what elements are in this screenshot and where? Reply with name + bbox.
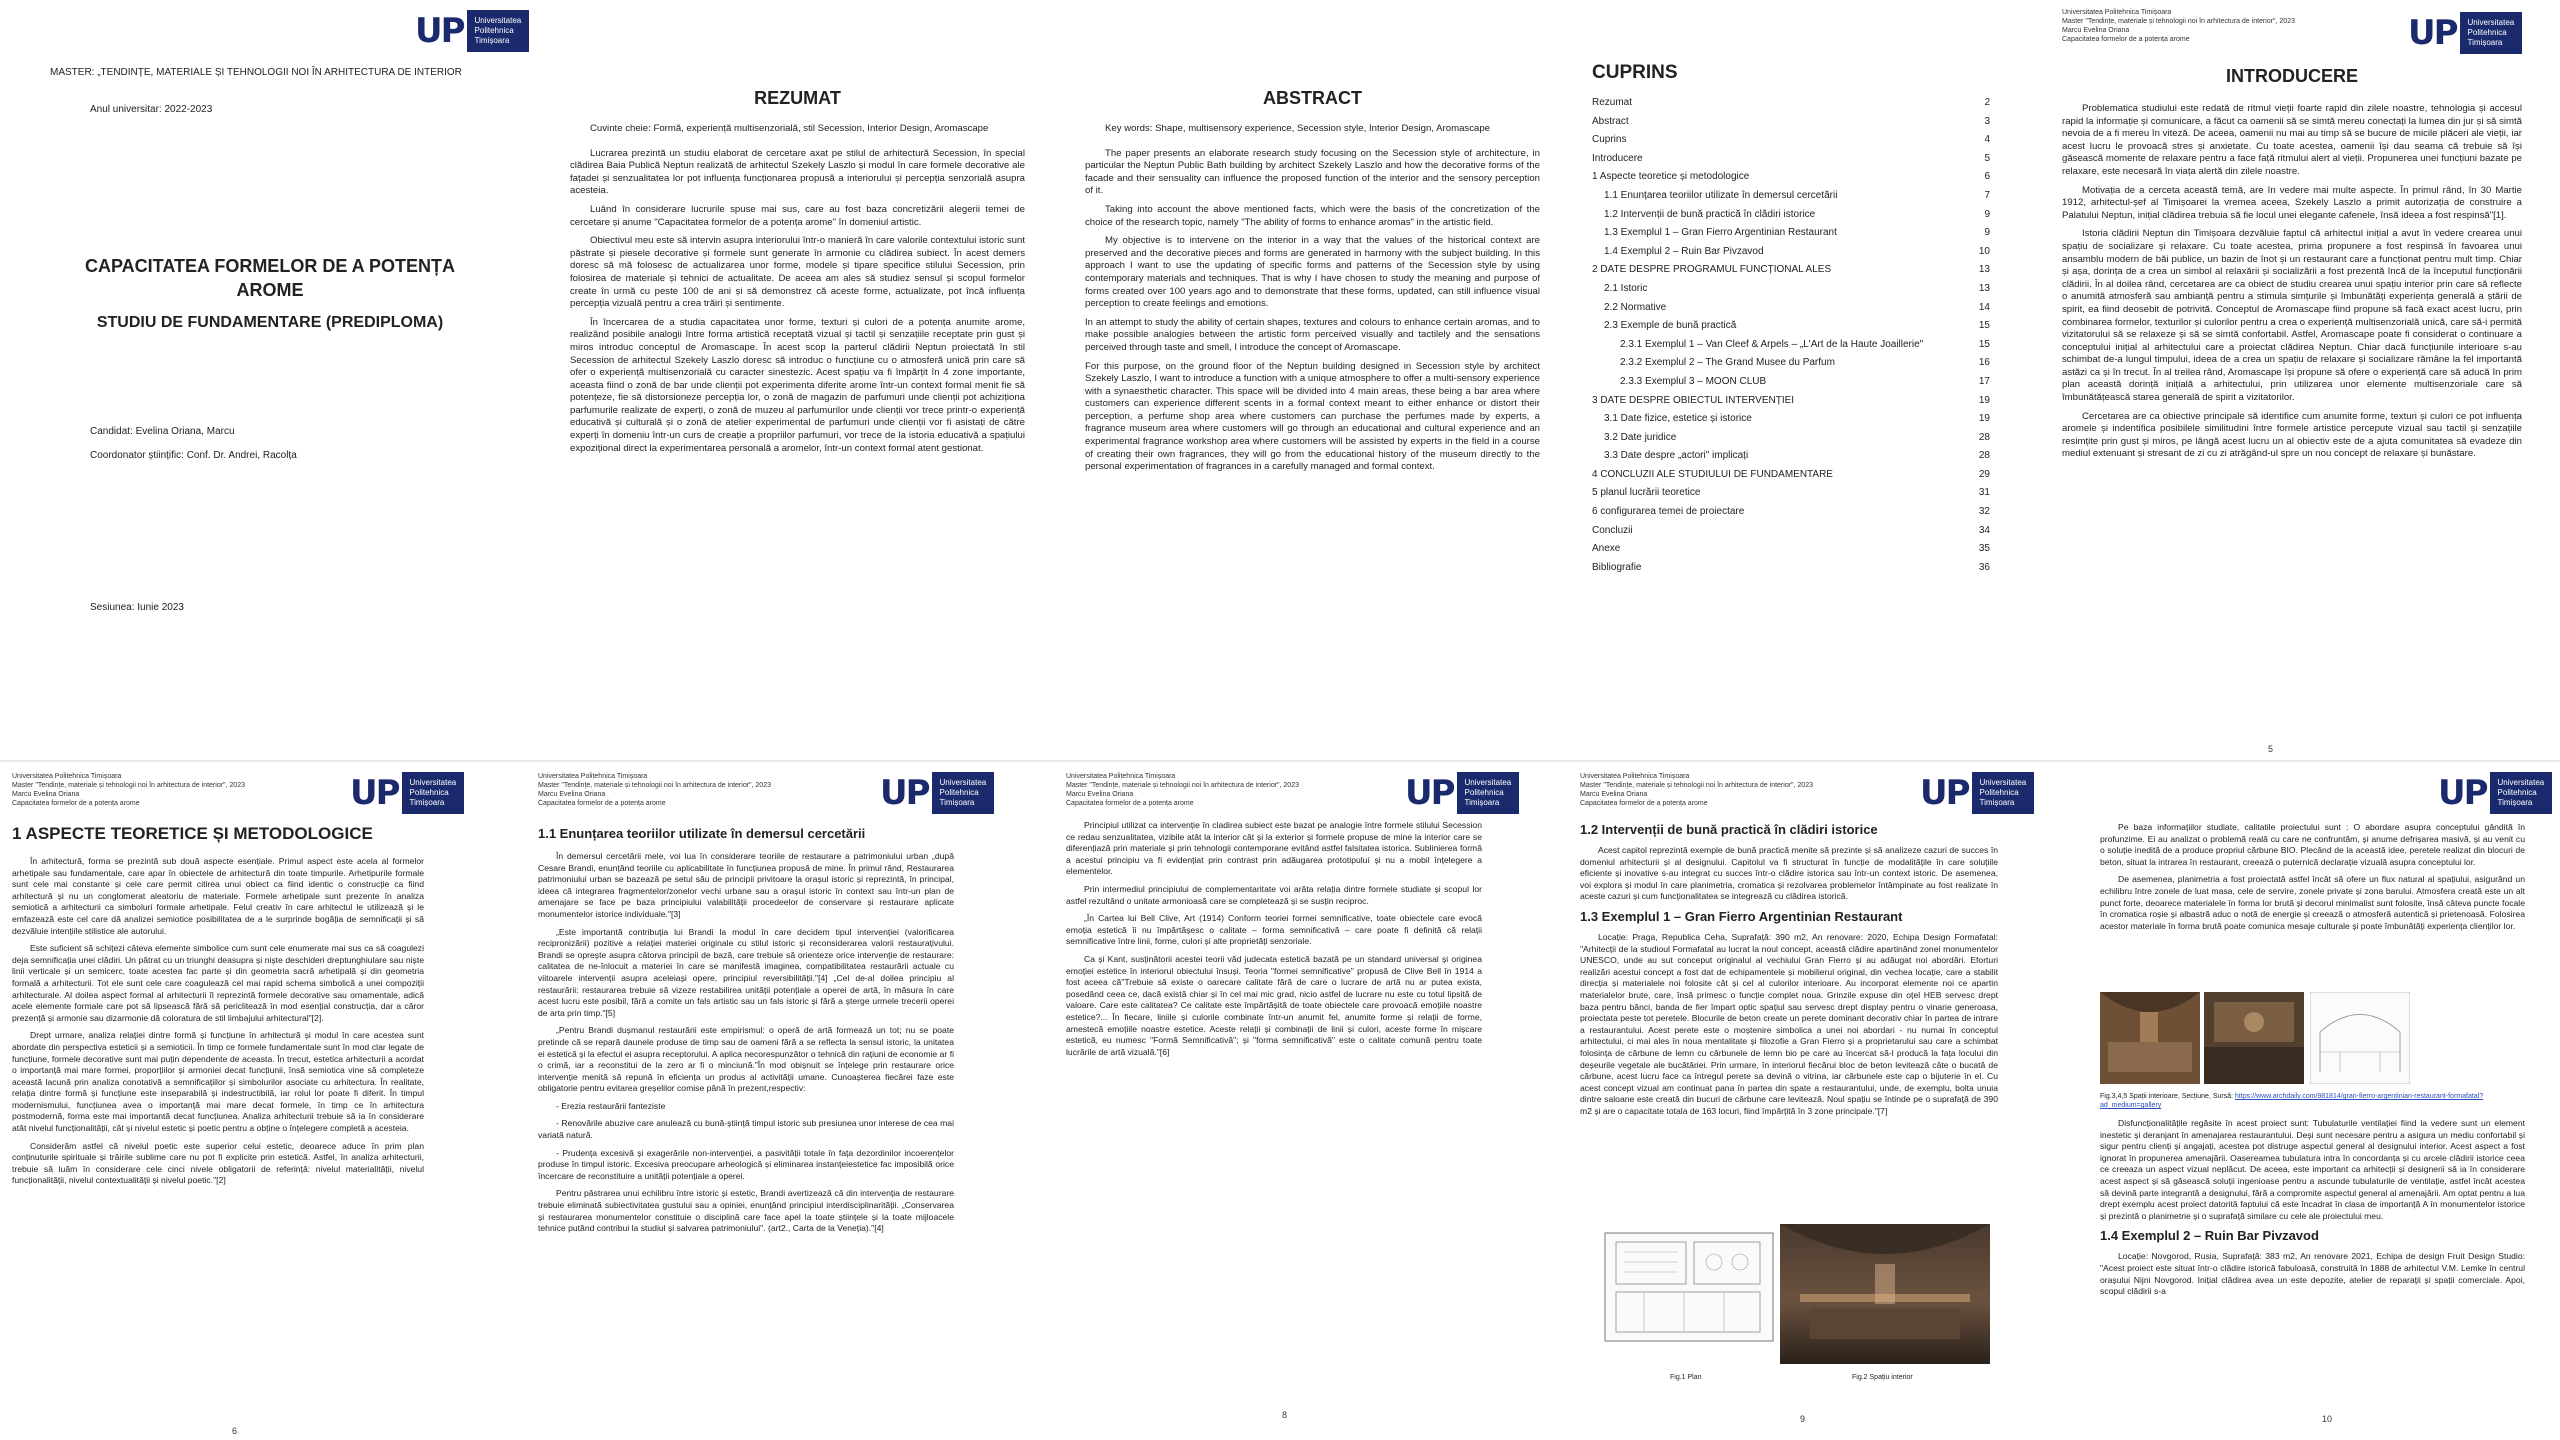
body-paragraph: În arhitectură, forma se prezintă sub două aspecte esențiale. Primul aspect este acela al formelor arhetipale sau fundamentale, care apar în obiectele de arhitectură din toate timpurile. Arhetipurile formale sunt cele mai constante și cele care permit citirea unui obiect ca fiind identic o construcție ca fiind arhitectură și nu un conglomerat aleatoriu de materiale. Formele arhetipale sunt prezente în analiza semiotică a arhitecturii ca simboluri formale arhetipale. Felul creativ în care arhitectul le utilizează și le emfazează este cel care dă analizei semiotice posibilitatea de a le surprinde bogăția de semnificații și să dezvăluie intențiile stilistice ale autorului. (12, 856, 424, 936)
academic-year: Anul universitar: 2022-2023 (90, 104, 213, 115)
toc-entry-page: 3 (1984, 115, 1990, 127)
coordinator-name: Coordonator științific: Conf. Dr. Andrei, Racolța (90, 450, 297, 461)
page-rezumat (540, 0, 1055, 760)
toc-entry-page: 29 (1978, 468, 1990, 480)
page-header: Universitatea Politehnica Timișoara Master "Tendințe, materiale și tehnologii noi în arhitectura de interior", 2023 Marcu Evelina Oriana Capacitatea formelor de a potența arome (2062, 9, 2295, 43)
body-paragraph: - Prudența excesivă și exagerările non-intervenției, a pasivității totale în fața dezordinilor incoerențelor produse în timpul istoric. Excesiva preocupare arheologică și eliminarea instanțeiestetice fac imposibilă orice încercare de reconstituire a unității potențiale a operei. (538, 1147, 954, 1181)
section-title: 1.2 Intervenții de bună practică în clădiri istorice (1580, 822, 1878, 837)
toc-entry-label: 3 DATE DESPRE OBIECTUL INTERVENȚIEI (1592, 394, 1795, 406)
body-paragraph: În demersul cercetării mele, voi lua în considerare teoriile de restaurare a patrimoniului urban „după Cesare Brandi, enunțând teoriile cu aplicabilitate în funcțiunea propusă de mine. În primul rând, Restaurarea patrimoniului urban se bazează pe setul său de principii privitoare la orașul istoric și reprezintă, în principal, ideea că integrarea fragmentelor/zonelor vechi urbane sau a orașul istoric în context sau într-un plan de amenajare se face pe baza principiului valabilității procedeelor de conservare și restaurare aplicate monumentelor istorice individuale."[3] (538, 851, 954, 919)
rezumat-paragraph: Obiectivul meu este să intervin asupra interiorului într-o manieră în care valorile contextului istoric sunt păstrate și piesele decorative și formele sunt generate în armonie cu clădirea subiect. În acest demers doresc să mă folosesc de actualizarea unor forme, modele și tipare specifice stilului Secession, prin folosirea de materiale și tehnici de actualitate. De aceea am ales să studiez sensul și scopul formelor create în urmă cu peste 100 de ani și să demonstrez că aceste forme, actualizate, pot încă influența percepția vizuală pentru a crea trăiri și sentimente. (570, 235, 1025, 310)
page-number: 6 (232, 1426, 238, 1436)
page-header: Universitatea Politehnica Timișoara Master "Tendințe, materiale și tehnologii noi în arhitectura de interior", 2023 Marcu Evelina Oriana Capacitatea formelor de a potența arome (12, 773, 245, 807)
toc-entry-label: 2.3.3 Exemplul 3 – MOON CLUB (1620, 375, 1767, 387)
page-abstract (1055, 0, 1570, 760)
toc-entry[interactable] (1592, 131, 1990, 150)
toc-entry[interactable] (1592, 187, 1990, 206)
page-number: 5 (2268, 744, 2274, 754)
toc-entry-label: 6 configurarea temei de proiectare (1592, 506, 1745, 518)
toc-entry-page: 15 (1978, 338, 1990, 350)
rezumat-paragraph: În încercarea de a studia capacitatea unor forme, texturi și culori de a potența anumite arome, realizând posibile analogii între forma artistică receptată vizual și tactil și senzațiile receptate prin gust și miros introduc conceptul de Aromascape. În acest scop la parterul clădirii Neptun proiectată în stil Secession de arhitectul Szekely Laszlo doresc să introduc o funcțiune cu o atmosferă unică prin care să ofer o experiență multisenzorială cu caracter sinestezic. Acest spațiu va fi împărțit în 4 zone importante, aceasta fiind o zonă de bar unde clienții pot experimenta diferite arome într-un context formal menit fie să potențeze, fie să distorsioneze percepția lor, o zonă de magazin de parfumuri unde clienții pot achiziționa parfumurile realizate de experți, o zonă de muzeu al parfumurilor unde clienții vor trece printr-o experiență educativă și culturală și o zonă de atelier experimental de parfumuri unde clienții vor fi asistați de către experți în domeniu într-un curs de creație a propriilor parfumuri, vor trece de la istoria educativă a spațiului expozițional direct la experimentarea personală a aromelor, într-un context formal atent gestionat. (570, 316, 1025, 454)
toc-entry-label: Bibliografie (1592, 561, 1642, 573)
abstract-paragraph: Taking into account the above mentioned facts, which were the basis of the concretization of the choice of the research topic, namely "The ability of forms to enhance aromas" in the artistic field. (1085, 203, 1540, 228)
toc-entry-label: Anexe (1592, 543, 1621, 555)
body-paragraph: Locație: Praga, Republica Ceha, Suprafață: 390 m2, An renovare: 2020, Echipa Design Formafatal: "Arhitecții de la studioul Formafatal au lucrat la noul concept, această clădire apartinând zonei monumentelor UNESCO, unde au sut conceput originalul al vechiului Gran Fierro și au adăugat noi abordări. Eforturi realizări acestui concept a fost dat de echipamentele și mobilierul original, din vechea locație, care a stabilit direcția și materialele noi folosite cât și cel al culorilor interioare. Au incorporat elemente noi ce apartin materialelor brute, care, însă primesc o funcție complet noua. Grinzile expuse din oțel HEB servesc drept baza pentru bănci, banda de fier împart optic spațiul sau servesc drept display pentru o vinarie generoasa, proiectata peste tot peretele. Blocurile de beton create un perete dominant decorativ chiar în partea de intrare a restaurantului. Acest perete este o moștenire simbolica a unei noi abordari - nu numai în conceptul arhitectului, ci mai ales în noua mentalitate și filozofie a Gran Fierro și a proprietarului sau care a schimbat folosința de cărbune de lemn cu cărbunele de lemn bio pe care au încercat să-l producă la fața locului din deșeurile vegetale ale bucătăriei. Prin urmare, în interiorul fiecărui bloc de beton levitează câte o bucată de cărbune, acest lucru face ca întregul perete sa devină o vitrina, iar cărbunele este cap o bijuterie în el. Cu acest concept vizual am continuat pana în partea din spate a restaurantului, unde, de exemplu, bolta unuia dintre saloane este creată din bucuri de cărbune care levitează. Noul spațiu se întinde pe o suprafață de 390 m2 și are o capacitate totala de 163 locuri, fiind împărțită în 3 zone principale."[7] (1580, 931, 1998, 1116)
toc-entry-page: 35 (1978, 543, 1990, 555)
toc-entry-label: 5 planul lucrării teoretice (1592, 487, 1701, 499)
toc-entry-page: 32 (1978, 506, 1990, 518)
abstract-paragraph: The paper presents an elaborate research study focusing on the Secession style of architecture, in particular the Neptun Public Bath building by architect Szekely Laszlo and how the decorative forms of the facade and their sensuality can influence the proposed function of the interior and the sensory perception of it. (1085, 147, 1540, 197)
toc-entry-label: 3.3 Date despre „actori" implicați (1604, 450, 1749, 462)
toc-entry-label: 1.2 Intervenții de bună practică în clădiri istorice (1604, 208, 1816, 220)
body-paragraph: Pe baza informațiilor studiate, calitatile proiectului sunt : O abordare asupra conceptului gândită în profunzime. Ei au analizat o problemă reală cu care ne confruntăm, și anume defrișarea masivă, și au venit cu o soluție inedită de a produce propriul cărbune BIO. Plecând de la această idee, peretele realizat din blocuri de beton, situat la intrarea în restaurant, creează o puternică declarație vizuală asupra conceptului lor. (2100, 822, 2525, 867)
toc-entry-page: 13 (1978, 264, 1990, 276)
section-drawing (2310, 992, 2410, 1084)
toc-entry-label: 1.1 Enunțarea teoriilor utilizate în demersul cercetării (1604, 189, 1838, 201)
body-paragraph: - Renovările abuzive care anulează cu bună-știință timpul istoric sub presiunea unor interese de cea mai variată natură. (538, 1118, 954, 1141)
toc-entry-label: Cuprins (1592, 134, 1627, 146)
toc-entry-page: 34 (1978, 524, 1990, 536)
cover-title: CAPACITATEA FORMELOR DE A POTENȚA AROME (85, 256, 455, 300)
toc-entry-label: 2 DATE DESPRE PROGRAMUL FUNCȚIONAL ALES (1592, 264, 1832, 276)
toc-entry-label: 3.1 Date fizice, estetice și istorice (1604, 413, 1752, 425)
toc-entry[interactable] (1592, 484, 1990, 503)
toc-entry[interactable] (1592, 317, 1990, 336)
toc-entry[interactable] (1592, 206, 1990, 225)
abstract-paragraph: My objective is to intervene on the interior in a way that the values of the historical context are preserved and the decorative pieces and forms are generated in harmony with the subject building. In this approach I want to use the updating of specific forms and patterns of the Secession style by using contemporary materials and techniques. That is why I have chosen to study the meaning and purpose of forms created over 100 years ago and to demonstrate that these forms, updated, can still influence visual perception to create feelings and emotions. (1085, 235, 1540, 310)
university-logo: UP Universitatea Politehnica Timișoara (880, 772, 994, 814)
body-paragraph: Prin intermediul principiului de complementaritate voi arăta relația dintre formele studiate și scopul lor astfel rezultând o unitate armonioasă care se completează și se susțin reciproc. (1066, 883, 1482, 906)
abstract-paragraph: For this purpose, on the ground floor of the Neptun building designed in Secession style by architect Szekely Laszlo, I want to introduce a function with a unique atmosphere to offer a multi-sensory experience with a synaesthetic character. This space will be divided into 4 main areas, these being a bar area where customers can experience different scents in a formal context meant to either enhance or distort their perception, a perfume shop area where customers can purchase the perfumes made by experts, a fragrance museum area where customers will go through an educational and cultural experience and an experimental fragrance workshop area where customers will be assisted by experts in the field in a course of creating their own fragrances, they will go from the educational history of the museum directly to the personal experimentation of fragrances in a carefully managed and formal context. (1085, 360, 1540, 473)
toc-entry-page: 9 (1984, 227, 1990, 239)
page-number: 8 (1282, 1410, 1288, 1420)
introducere-title: INTRODUCERE (2225, 66, 2358, 86)
section-title: 1.4 Exemplul 2 – Ruin Bar Pivzavod (2100, 1228, 2319, 1244)
logo-mark: UP (415, 11, 464, 51)
rezumat-title: REZUMAT (754, 88, 841, 108)
university-logo: UP Universitatea Politehnica Timișoara (1405, 772, 1519, 814)
candidate-name: Candidat: Evelina Oriana, Marcu (90, 426, 235, 437)
toc-entry[interactable] (1592, 336, 1990, 355)
toc-entry-label: Concluzii (1592, 524, 1633, 536)
intro-paragraph: Istoria clădirii Neptun din Timișoara dezvăluie faptul că arhitectul inițial a avut în vedere crearea unui spațiu de socializare și relaxare. Cu toate acestea, prima propunere a fost respinsă în favoarea unui ansamblu modern de băi publice, un bazin de înot și un restaurant care a funcționat pentru mult timp. Chiar și așa, dorința de a crea un simbol al relaxării și socializării a fost prezentă încă de la începutul funcționării clădirii. În al doilea rând, cercetarea are ca obiect de studiu crearea unui spațiu interior prin care să reflecte o anumită atmosferă sau ambianță pentru a stimula simțurile și îmbunătăți experiența generală a ștării de spirit, ea fiind deosebit de potrivită. Conceptul de Aromascape fiind propune să facă exact acest lucru, prin combinarea formelor, texturilor și culorilor pentru a crea o experiență multisenzorială unică, care să-i permită vizitatorului să se relaxeze și să se simtă confortabil. Astfel, Aromascape poate fi considerat o continuare a conceptului inițial al arhitectului care a proiectat clădirea Neptun. Chiar dacă funcțiunile interioare s-au schimbat de-a lungul timpului, ideea de a crea un spațiu de relaxare și socializare rămâne la fel importantă astăzi ca și în trecut. În al treilea rând, Aromascape își propune să ofere o experiență care să aducă în prim plan această dorință inițială a arhitectului, prin utilizarea unor elemente multisenzoriale care să îmbunătățească starea generală de spirit a vizitatorilor. (2062, 228, 2522, 404)
cover-subtitle: STUDIU DE FUNDAMENTARE (PREDIPLOMA) (96, 314, 444, 331)
body-paragraph: Considerăm astfel că nivelul poetic este superior celui estetic, deoarece aduce în prim plan conținuturile spirituale și trăirile sublime care nu pot fi explicite prin estetică. Astfel, în analiza arhitecturii, trebuie să luăm în considerare cele cinci nivele obligatorii de referință: nivelul materialității, nivelul funcționalității, nivelul contextualității și nivelul poetic."[2] (12, 1140, 424, 1186)
restaurant-photo-2 (2204, 992, 2304, 1084)
abstract-title: ABSTRACT (1263, 88, 1362, 108)
page-7 (530, 762, 1060, 1440)
toc-entry-label: 2.3 Exemple de bună practică (1604, 320, 1737, 332)
rezumat-keywords: Cuvinte cheie: Formă, experiență multisenzorială, stil Secession, Interior Design, Aromascape (590, 123, 989, 134)
intro-paragraph: Motivația de a cerceta această temă, are în vedere mai multe aspecte. În primul rând, în 30 Martie 1912, arhitectul-șef al Timișoarei la vremea aceea, Szekely Laszlo a primit autorizația de construire a Palatului Neptun, inițial clădirea trebuia să fie locul unei elegante cafenele, însă ideea a fost respinsă"[1]. (2062, 184, 2522, 221)
page-6 (0, 762, 530, 1440)
figure-caption: Fig.1 Plan (1670, 1374, 1702, 1381)
figure-caption: Fig.3,4,5 Spații interioare, Secțiune, Sursă: https://www.archdaily.com/981814/gran-fierro-argentinian-restaurant-formafatal?ad_medium=gallery (2100, 1093, 2484, 1109)
toc-entry-page: 5 (1984, 152, 1990, 164)
toc-entry[interactable] (1592, 410, 1990, 429)
university-logo: UP Universitatea Politehnica Timișoara (350, 772, 464, 814)
body-paragraph: Este suficient să schițezi câteva elemente simbolice cum sunt cele enumerate mai sus ca să coagulezi deja semnificația unei clădiri. Un pătrat cu un triunghi deasupra și niște deschideri dreptunghiulare sau niște linii verticale și un semicerc, toate acestea fac parte și din geometria sacră arhetipală și din geometria formală a arhitecturii. Tot ele sunt cele care coagulează cel mai rapid schema simbolică a unei compoziții arhitecturale. Al doilea aspect formal al arhitecturii îl reprezintă formele decorative sau ornamentale, adică acele elemente formale care pot să lipsească fără să periclitează în mod esențial construcția, dar a căror prezență și armonie sau dizarmonie dă coloratura de stil limbajului arhitectural"[2]. (12, 943, 424, 1023)
toc-entry-page: 14 (1978, 301, 1990, 313)
toc-entry-page: 19 (1978, 394, 1990, 406)
source-link[interactable]: https://www.archdaily.com/981814/gran-fierro-argentinian-restaurant-formafatal?ad_medium=gallery (2100, 1093, 2484, 1109)
page-header: Universitatea Politehnica Timișoara Master "Tendințe, materiale și tehnologii noi în arhitectura de interior", 2023 Marcu Evelina Oriana Capacitatea formelor de a potența arome (1066, 773, 1299, 807)
page-introducere (2020, 0, 2560, 760)
toc-entry-label: 2.3.2 Exemplul 2 – The Grand Musee du Parfum (1620, 357, 1835, 369)
toc-entry[interactable] (1592, 150, 1990, 169)
university-logo (415, 10, 529, 52)
toc-entry-label: 3.2 Date juridice (1604, 431, 1677, 443)
toc-entry-page: 36 (1978, 561, 1990, 573)
toc-entry[interactable] (1592, 392, 1990, 411)
page-number: 9 (1800, 1414, 1806, 1424)
page-9 (1580, 762, 2100, 1440)
toc-entry-label: 1.3 Exemplul 1 – Gran Fierro Argentinian Restaurant (1604, 227, 1837, 239)
toc-entry-page: 28 (1978, 450, 1990, 462)
toc-entry-label: Abstract (1592, 115, 1629, 127)
abstract-keywords: Key words: Shape, multisensory experience, Secession style, Interior Design, Aromascape (1105, 123, 1491, 134)
session-date: Sesiunea: Iunie 2023 (90, 602, 184, 613)
body-paragraph: Pentru păstrarea unui echilibru între istoric și estetic, Brandi avertizează că din intervenția de restaurare trebuie eliminată subiectivitatea gustului sau a opiniei, enunțând principiul interdisciplinarității. „Conservarea și restaurarea monumentelor constituie o disciplină care face apel la toate științele și la toate mijloacele tehnice putând contribui la studiul și salvarea patrimoniului". (art2., Carta de la Veneția)."[4] (538, 1188, 954, 1234)
toc-entry-page: 15 (1978, 320, 1990, 332)
toc-entry[interactable] (1592, 373, 1990, 392)
toc-entry[interactable] (1592, 94, 1990, 113)
body-paragraph: - Erezia restaurării fanteziste (556, 1100, 666, 1111)
toc-entry[interactable] (1592, 168, 1990, 187)
page-header: Universitatea Politehnica Timișoara Master "Tendințe, materiale și tehnologii noi în arhitectura de interior", 2023 Marcu Evelina Oriana Capacitatea formelor de a potența arome (538, 773, 771, 807)
section-title: 1.3 Exemplul 1 – Gran Fierro Argentinian Restaurant (1580, 908, 1903, 924)
toc-entry-label: 1.4 Exemplul 2 – Ruin Bar Pivzavod (1604, 245, 1764, 257)
abstract-paragraph: In an attempt to study the ability of certain shapes, textures and colours to enhance certain aromas, and to make possible analogies between the artistic form perceived visually and tactilely and the sensations perceived through taste and smell, I introduce the concept of Aromascape. (1085, 316, 1540, 353)
interior-photo (1780, 1224, 1990, 1364)
table-of-contents (1592, 94, 1990, 577)
body-paragraph: Disfuncționalitățile regăsite în acest proiect sunt: Tubulaturile ventilației fiind la vedere sunt un element inestetic și deranjant în amenajarea restaurantului. Deși sunt necesare pentru a asigura un mediu confortabil și sigur pentru clienți și angajați, acestea pot distruge aspectul general al designului interior. Acest aspect a fost ignorat în propunerea amenajării. Oasereamea tubulatura intra în concordanța și cu arcele clădirii istorice ceea ce creeaza un aspect vizual neplăcut. De aceea, este important ca arhitecții și designerii să ia în considerare acest aspect și să găsească soluții ingenioase pentru a ascunde tubulaturile de ventilație, astfel încât acestea să devină parte integrantă a designului, fără a compromite aspectul general al amenajării. Am optat pentru a lua drept exemplu acest proiect datorită faptului că este încadrat în clasa de importanță A în monumentelor istorice și prezintă o planimetrie și o suprafață similare cu cele ale proiectului meu. (2100, 1118, 2525, 1221)
toc-entry-page: 4 (1984, 134, 1990, 146)
toc-entry-page: 6 (1984, 171, 1990, 183)
toc-entry[interactable] (1592, 224, 1990, 243)
toc-entry[interactable] (1592, 503, 1990, 522)
toc-entry[interactable] (1592, 113, 1990, 132)
body-paragraph: De asemenea, planimetria a fost proiectată astfel încât să ofere un flux natural al spațiului, asigurând un echilibru între zonele de luat masa, cele de servire, zonele private și zona barului. Atmosfera creată este un alt punct forte, deoarece materialele în forma lor brută și decorul minimalist sunt folosite, însă câteva puncte focale în cromatica roșie și albastră aduc o notă de energie și creează o atmosferă autentică și prietenoasă. Folosirea acestor materiale în forma brută poate comunica mesaje culturale și poate îmbunătăți experiența clienților lor. (2100, 874, 2525, 931)
toc-entry[interactable] (1592, 429, 1990, 448)
toc-entry-page: 19 (1978, 413, 1990, 425)
toc-entry[interactable] (1592, 354, 1990, 373)
toc-entry[interactable] (1592, 466, 1990, 485)
section-title: 1.1 Enunțarea teoriilor utilizate în demersul cercetării (538, 826, 866, 841)
body-paragraph: Ca și Kant, susținătorii acestei teorii văd judecata estetică bazată pe un standard universal și originea emoției estetice în interiorul obiectului însuși. Teoria "formei semnificative" propusă de Clive Bell în 1914 a fost aceea că"Trebuie să existe o oarecare calitate fără de care o lucrare de artă nu ar putea exista, posedând ceea ce, dacă există chiar și în cel mai mic grad, nicio astfel de lucrare nu este cu totul lipsită de valoare. Care este calitatea? Ce calitate este împărtășită de toate obiectele care provoacă emoțiile noastre estetice?... În fiecare, liniile și culorile combinate într-un anumit fel, anumite forme și relații de forme, amestecă emoțiile noastre estetice. Aceste relații și combinații de linii și culori, aceste forme în mișcare estetică, eu numesc "Formă Semnificativă"; și "forma semnificativă" este o calitate comună pentru toate lucrările de artă vizuală."[6] (1066, 953, 1482, 1057)
body-paragraph: Principiul utilizat ca intervenție în cladirea subiect este bazat pe analogie între formele stilului Secession ce redau senzualitatea, vizibile atât la interior cât și la exterior și formele propuse de mine la interior care se diferențiază prin materiale și prin tehnologii contemporane evitând astfel falsitatea istorica. Sublinierea formă a acestui principiu va fi evidențiat prin contrast prin adăugarea prototipuluí și nu a mobil înțelegere a elementelor. (1066, 820, 1482, 877)
toc-entry[interactable] (1592, 243, 1990, 262)
toc-entry-label: 1 Aspecte teoretice și metodologice (1592, 171, 1750, 183)
section-title: 1 ASPECTE TEORETICE ȘI METODOLOGICE (12, 824, 373, 843)
toc-entry-label: Rezumat (1592, 97, 1633, 108)
toc-entry[interactable] (1592, 559, 1990, 578)
toc-title: CUPRINS (1592, 62, 1678, 83)
university-logo: UP Universitatea Politehnica Timișoara (2438, 772, 2552, 814)
toc-entry[interactable] (1592, 540, 1990, 559)
restaurant-photo-1 (2100, 992, 2200, 1084)
body-paragraph: Acest capitol reprezintă exemple de bună practică menite să prezinte și să analizeze cazuri de succes în domeniul arhitecturii și al designului. Capitolul va fi structurat în funcție de modalitățile în care soluțiile eficiente și inovative s-au integrat cu succes într-o clădire istorica sau într-un context istoric. De asemenea, voi explora și modul în care planimetria, cromatica și rezolvarea problemelor întâmpinate au fost realizate în aceste cazuri și cum funcționalitatea se integrează cu clădirea istorică. (1580, 845, 1998, 902)
toc-entry[interactable] (1592, 299, 1990, 318)
toc-entry-label: 2.3.1 Exemplul 1 – Van Cleef & Arpels – „L'Art de la Haute Joaillerie" (1620, 338, 1924, 350)
page-cuprins (1570, 0, 2020, 760)
toc-entry-page: 7 (1984, 189, 1990, 201)
toc-entry-page: 28 (1978, 431, 1990, 443)
toc-entry-page: 31 (1978, 487, 1990, 499)
toc-entry-label: 2.1 Istoric (1604, 282, 1648, 294)
rezumat-paragraph: Luând în considerare lucrurile spuse mai sus, care au fost baza concretizării alegerii temei de cercetare și anume "Capacitatea formelor de a potența arome" în domeniul artistic. (570, 203, 1025, 228)
toc-entry-page: 2 (1984, 97, 1990, 108)
toc-entry[interactable] (1592, 280, 1990, 299)
body-paragraph: „În Cartea lui Bell Clive, Art (1914) Conform teoriei formei semnificative, toate obiectele care evocă emoția estetică îi nu împărtășesc o calitate – forma semnificativă – care poate fi definită că relații semnificative între linii, forme, culori și alte proprietăți senzoriale. (1066, 913, 1482, 947)
page-10 (2100, 762, 2560, 1440)
university-logo: UP Universitatea Politehnica Timișoara (1920, 772, 2034, 814)
toc-entry-page: 10 (1978, 245, 1990, 257)
toc-entry-page: 16 (1978, 357, 1990, 369)
page-8 (1060, 762, 1580, 1440)
toc-entry-page: 17 (1978, 375, 1990, 387)
toc-entry-label: 4 CONCLUZII ALE STUDIULUI DE FUNDAMENTARE (1592, 468, 1833, 480)
toc-entry-page: 9 (1984, 208, 1990, 220)
master-program-line: MASTER: „TENDINȚE, MATERIALE ȘI TEHNOLOGII NOI ÎN ARHITECTURA DE INTERIOR (50, 67, 462, 78)
toc-entry-label: 2.2 Normative (1604, 301, 1667, 313)
toc-entry[interactable] (1592, 522, 1990, 541)
university-logo: UP Universitatea Politehnica Timișoara (2408, 12, 2522, 54)
body-paragraph: Drept urmare, analiza relației dintre formă și funcțiune în arhitectură și modul în care acestea sunt abordate din perspectiva esteticii și a semioticii. În timp ce formele fundamentale sunt în mod clar legate de funcțiune, formele decorative sunt mai puțin dependente de aceasta. În trecut, estetica arhitecturii a acordat o importanță mai mare formei, proporțiilor și armoniei decat funcțiunii, însă semiotica vine să completeze această lacună prin analiza conotativă a semnificațiilor și simbolurilor asociate cu arhitectura. În realitate, relația dintre formă și funcțiune este inseparabilă și indestructibilă, iar rolul lor poate fi diferit. În timpul modernismului, funcțiunea avea o importanță mai mare decat formele, în timp ce în arhitectura postmodernă, forma este mai importantă decat funcțiunea. Analiza arhitecturii trebuie să ia în considerare atât nivelul funcționalității, cât și nivelul estetic și poetic pentru a obține o înțelegere completă a acesteia. (12, 1030, 424, 1134)
body-paragraph: „Este importantă contribuția lui Brandi la modul în care decidem tipul intervenției (valorificarea recipronizării) pozitive a relației materiei originale cu stilul istoric și reconsiderarea valorii restaurațivului. Brandi se oprește asupra câtorva principii de bază, care trebuie să orienteze orice intervenție de restaurare: calitatea de ne-înlocuit a materiei în care se manifestă imaginea, compatibilitatea restaurării actuale cu viitoarele intervenții asupra aceleiași opere, principiul reversibilității."[4] „Cel de-al doilea principiu al restaurării: restaurarea trebuie să vizeze restabilirea unității potențiale a operei de artă, în măsura în care acest lucru este posibil, fără a comite un fals artistic sau un fals istoric și fără a șterge urmele trecerii operei de arta prin timp."[5] (538, 926, 954, 1018)
toc-entry-page: 13 (1978, 282, 1990, 294)
floor-plan-drawing (1604, 1232, 1774, 1342)
body-paragraph: Locație: Novgorod, Rusia, Suprafață: 383 m2, An renovare 2021, Echipa de design Fruit Design Studio: "Acest proiect este situat într-o clădire istorică fabuloasă, construită în 1888 de arhitectul V.M. Lemke în centrul orașului Nijni Novgorod. Inițial clădirea avea un este depozite, atelier de reparații și spații comerciale. Apoi, scopul clădirii s-a (2100, 1251, 2525, 1297)
page-header: Universitatea Politehnica Timișoara Master "Tendințe, materiale și tehnologii noi în arhitectura de interior", 2023 Marcu Evelina Oriana Capacitatea formelor de a potența arome (1580, 773, 1813, 807)
figure-caption: Fig.2 Spațiu interior (1852, 1374, 1913, 1381)
page-number: 10 (2322, 1414, 2333, 1424)
intro-paragraph: Cercetarea are ca obiective principale să identifice cum anumite forme, texturi și culori ce pot influența aromele și indentifica posibilele similitudini între formele artistice percepute vizual sau tactil și senzațiile resimțite prin gust și miros, pe lângă acest lucru un al obiectiv este de a ajuta comunitatea să evadeze din mediul extenuant și stresant de zi cu zi atrăgând-ul spre un nou concept de relaxare și bunăstare. (2062, 410, 2522, 460)
intro-paragraph: Problematica studiului este redată de ritmul vieții foarte rapid din zilele noastre, tehnologia și accesul rapid la informație și comunicare, a făcut ca oamenii să se simtă mereu conectați la lumea din jur și să simtă nevoia de a fi mereu în viteză. De aceea, oamenii nu mai au timp să se bucure de micile plăceri ale vieții, iar acest lucru le provoacă stres și anxietate. Cu toate acestea, oamenii își dau seama că trebuie să își găsească momente de relaxare pentru a face față ritmului alert al vieții. Propunerea unei funcțiuni bazate pe relaxare, este necesară în viața alertă din zilele noastre. (2062, 103, 2522, 177)
logo-text-box: Universitatea Politehnica Timișoara (467, 10, 530, 52)
body-paragraph: „Pentru Brandi dușmanul restaurării este empirismul: o operă de artă formează un tot; nu se poate pretinde că se repară daunele produse de timp sau de oameni fără a se reflecta la sensul istoric, la unitatea ei estetică și la efectul ei asupra receptorului. A aplica necorespunzător o tehnică din rațiuni de economie ar fi o crimă, iar a reconstitui de la zero ar fi o minciună."În mod obișnuit se înțelege prin restaurare orice intervenție menită să repună în eficiența un produs al activității umane. Cunoașterea fiecărei faze este obligatorie pentru evitarea greșelilor comise până în prezent,respectiv: (538, 1025, 954, 1094)
toc-entry[interactable] (1592, 261, 1990, 280)
toc-entry-label: Introducere (1592, 152, 1643, 164)
rezumat-paragraph: Lucrarea prezintă un studiu elaborat de cercetare axat pe stilul de arhitectură Secession, în special clădirea Baia Publică Neptun realizată de arhitectul Szekely Laszlo și modul în care formele decorative ale fațadei și senzualitatea lor pot influența funcționarea propusă a interiorului și percepția senzorială asupra acesteia. (570, 147, 1025, 197)
page-cover (0, 0, 540, 760)
toc-entry[interactable] (1592, 447, 1990, 466)
